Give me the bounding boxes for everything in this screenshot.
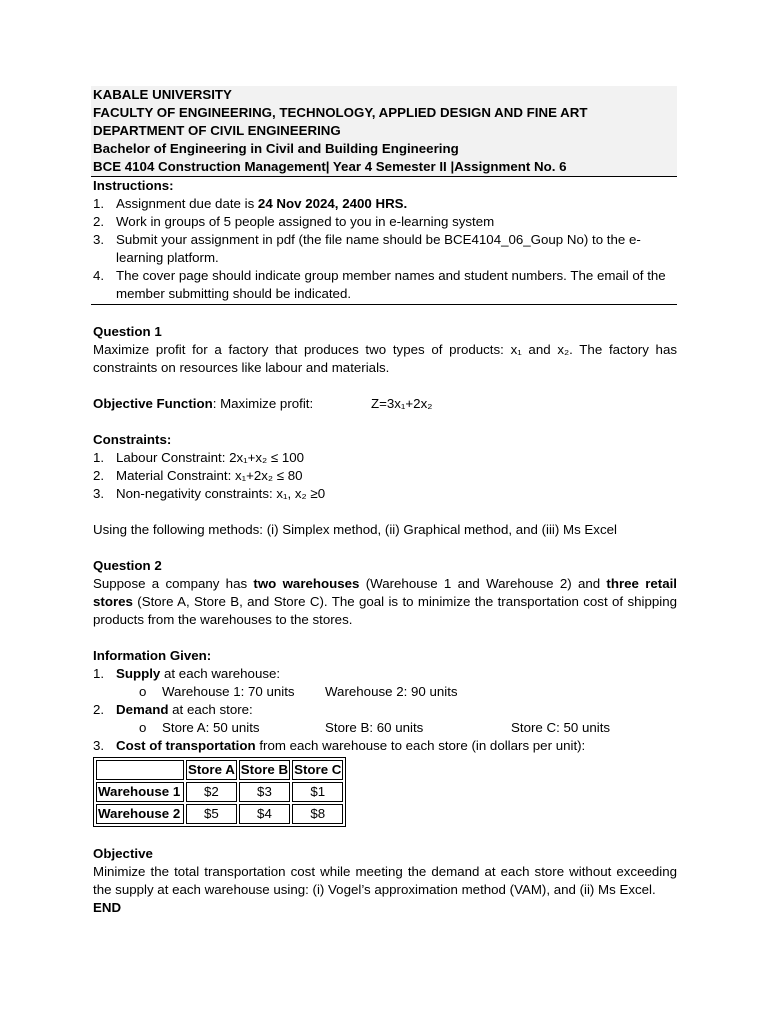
- table-row-label: Warehouse 1: [96, 782, 184, 802]
- instruction-item: 1. Assignment due date is 24 Nov 2024, 2400 HRS.: [93, 196, 408, 211]
- question-1-methods: Using the following methods: (i) Simplex method, (ii) Graphical method, and (iii) Ms Excel: [93, 522, 617, 537]
- instruction-item: 2. Work in groups of 5 people assigned to you in e-learning system: [93, 214, 495, 229]
- question-2-intro: Suppose a company has two warehouses (Warehouse 1 and Warehouse 2) and three retail stores (Store A, Store B, and Store C). The goal is to minimize the transportation cost of shipping products from the warehouses to the stores.: [93, 576, 677, 627]
- table-cell: $2: [186, 782, 237, 802]
- table-row-label: Warehouse 2: [96, 804, 184, 824]
- objective-function-label: Objective Function: [93, 396, 213, 411]
- question-1-heading: Question 1: [93, 324, 162, 339]
- cost-item: 3. Cost of transportation from each warehouse to each store (in dollars per unit):: [93, 738, 586, 753]
- question-1: [93, 323, 677, 539]
- demand-item: 2. Demand at each store:: [93, 702, 253, 717]
- bullet-icon: o: [139, 684, 147, 699]
- objective-function: Objective Function: Maximize profit: Z=3x₁+2x₂: [93, 396, 433, 411]
- store-a-demand: Store A: 50 units: [162, 720, 260, 735]
- constraint-item: 3. Non-negativity constraints: x₁, x₂ ≥0: [93, 486, 326, 501]
- table-header-row: [96, 760, 343, 780]
- programme-name: Bachelor of Engineering in Civil and Building Engineering: [93, 141, 459, 156]
- table-header-cell: Store C: [292, 760, 343, 780]
- table-row: [96, 804, 343, 824]
- question-1-intro: Maximize profit for a factory that produces two types of products: x₁ and x₂. The factory has constraints on resources like labour and materials.: [93, 342, 677, 375]
- university-name: KABALE UNIVERSITY: [93, 87, 232, 102]
- table-corner-cell: [96, 760, 184, 780]
- supply-item: 1. Supply at each warehouse:: [93, 666, 281, 681]
- objective-heading: Objective: [93, 846, 153, 861]
- instructions-section: [91, 177, 677, 305]
- constraint-item: 2. Material Constraint: x₁+2x₂ ≤ 80: [93, 468, 303, 483]
- instruction-item: 3. Submit your assignment in pdf (the file name should be BCE4104_06_Goup No) to the e-learning platform.: [93, 232, 641, 265]
- supply-values: [93, 683, 677, 701]
- faculty-name: FACULTY OF ENGINEERING, TECHNOLOGY, APPLIED DESIGN AND FINE ART: [93, 105, 588, 120]
- question-2-objective: Minimize the total transportation cost while meeting the demand at each store without exceeding the supply at each warehouse using: (i) Vogel’s approximation method (VAM), and (ii) Ms Excel.: [93, 864, 677, 897]
- table-cell: $4: [239, 804, 290, 824]
- information-given-heading: Information Given:: [93, 648, 212, 663]
- table-row: [96, 782, 343, 802]
- warehouse-2-supply: Warehouse 2: 90 units: [325, 684, 458, 699]
- store-c-demand: Store C: 50 units: [511, 720, 611, 735]
- cost-table: [93, 757, 346, 827]
- warehouse-1-supply: Warehouse 1: 70 units: [162, 684, 295, 699]
- constraint-item: 1. Labour Constraint: 2x₁+x₂ ≤ 100: [93, 450, 305, 465]
- objective-formula: Z=3x₁+2x₂: [371, 396, 433, 411]
- constraints-heading: Constraints:: [93, 432, 172, 447]
- table-header-cell: Store B: [239, 760, 290, 780]
- instruction-item: 4. The cover page should indicate group member names and student numbers. The email of the member submitting should be indicated.: [93, 268, 666, 301]
- assignment-page: [93, 86, 677, 917]
- table-cell: $1: [292, 782, 343, 802]
- department-name: DEPARTMENT OF CIVIL ENGINEERING: [93, 123, 341, 138]
- end-marker: END: [93, 900, 122, 915]
- bullet-icon: o: [139, 720, 147, 735]
- document-header: [91, 86, 677, 177]
- question-2: [93, 557, 677, 917]
- table-cell: $8: [292, 804, 343, 824]
- question-2-heading: Question 2: [93, 558, 162, 573]
- table-cell: $3: [239, 782, 290, 802]
- instructions-heading: Instructions:: [93, 178, 174, 193]
- course-line: BCE 4104 Construction Management| Year 4 Semester II |Assignment No. 6: [93, 159, 567, 174]
- due-date: 24 Nov 2024, 2400 HRS.: [257, 196, 408, 211]
- store-b-demand: Store B: 60 units: [325, 720, 424, 735]
- demand-values: [93, 719, 677, 737]
- table-header-cell: Store A: [186, 760, 237, 780]
- table-cell: $5: [186, 804, 237, 824]
